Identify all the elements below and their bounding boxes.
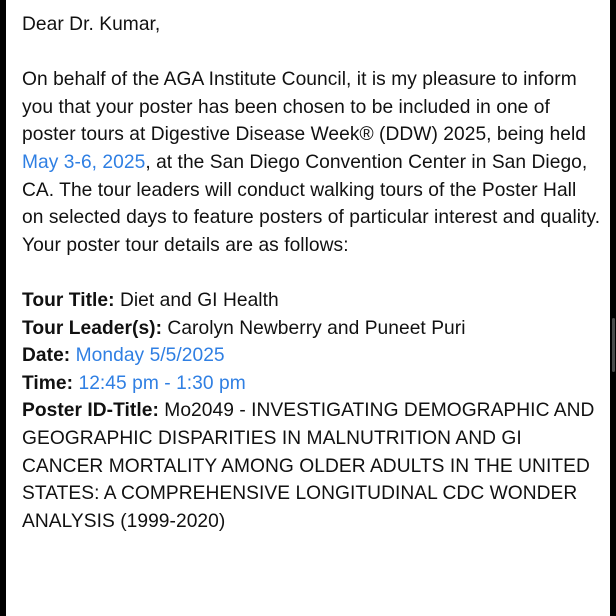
date-line (22, 342, 602, 370)
date-link[interactable]: Monday 5/5/2025 (75, 345, 225, 367)
tour-leaders-value: Carolyn Newberry and Puneet Puri (162, 317, 466, 339)
event-dates-link[interactable]: May 3-6, 2025 (22, 151, 146, 173)
right-edge-bezel (610, 0, 616, 616)
tour-title-value: Diet and GI Health (114, 289, 279, 311)
time-link[interactable]: 12:45 pm - 1:30 pm (78, 372, 246, 394)
intro-text-1: On behalf of the AGA Institute Council, it is my pleasure to inform you that your poster has been chosen to be included in one of poster tours at Digestive Disease Week® (DDW) 2025, being held (22, 69, 586, 146)
tour-leaders-line (22, 315, 602, 343)
intro-paragraph (22, 66, 602, 259)
paragraph-gap (22, 259, 602, 287)
scrollbar-thumb[interactable] (612, 318, 615, 372)
intro-text-2: , at the San Diego Convention Center in San Diego, CA. The tour leaders will conduct walking tours of the Poster Hall on selected days to feature posters of particular interest and quality. Your poster tour details are as follows: (22, 151, 601, 256)
email-body[interactable] (6, 0, 610, 616)
paragraph-gap (22, 39, 602, 67)
date-label: Date: (22, 345, 71, 367)
tour-title-line (22, 287, 602, 315)
poster-id-title-value: Mo2049 - INVESTIGATING DEMOGRAPHIC AND GEOGRAPHIC DISPARITIES IN MALNUTRITION AND GI CANCER MORTALITY AMONG OLDER ADULTS IN THE UNITED STATES: A COMPREHENSIVE LONGITUDINAL CDC WONDER ANALYSIS (1999-2020) (22, 400, 595, 532)
tour-leaders-label: Tour Leader(s): (22, 317, 163, 339)
time-label: Time: (22, 372, 74, 394)
greeting: Dear Dr. Kumar, (22, 14, 161, 35)
poster-id-title-label: Poster ID-Title: (22, 400, 159, 422)
poster-line (22, 397, 602, 535)
tour-title-label: Tour Title: (22, 289, 115, 311)
time-line (22, 370, 602, 398)
